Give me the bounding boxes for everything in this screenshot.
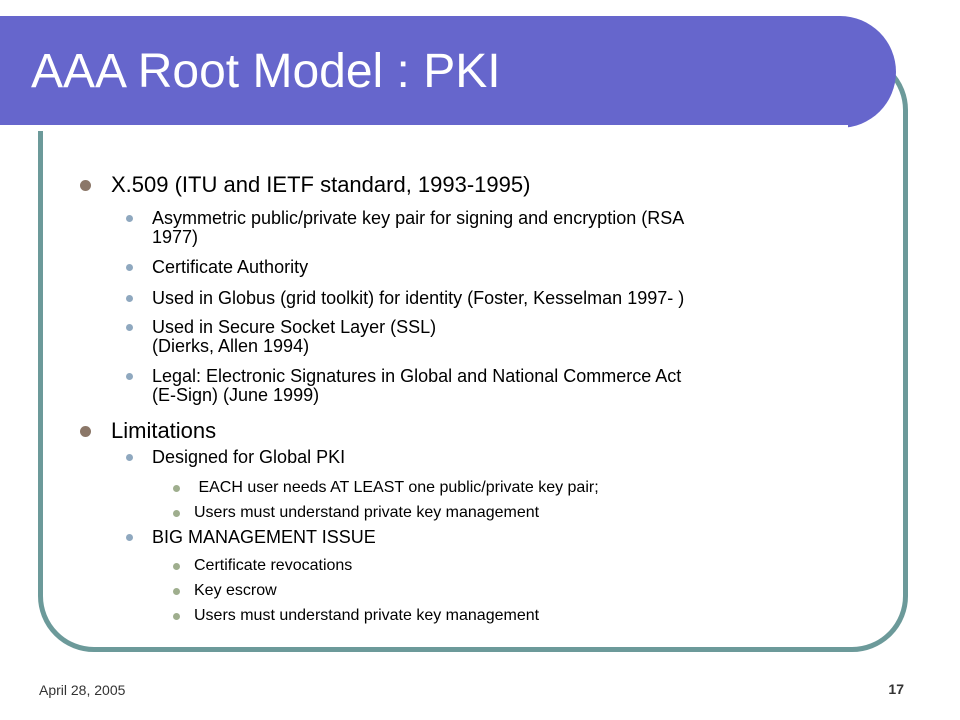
list-item xyxy=(152,289,684,308)
list-item xyxy=(111,172,530,198)
bullet-icon xyxy=(126,534,133,541)
list-item xyxy=(194,479,599,497)
footer-date: April 28, 2005 xyxy=(39,682,126,698)
bullet-text: Limitations xyxy=(111,418,217,443)
bullet-text: Asymmetric public/private key pair for signing and encryption (RSA xyxy=(152,208,685,228)
list-item xyxy=(152,209,684,228)
bullet-icon xyxy=(80,426,91,437)
bullet-text: Users must understand private key management xyxy=(194,504,540,521)
bullet-text: (E-Sign) (June 1999) xyxy=(152,385,320,405)
bullet-text: (Dierks, Allen 1994) xyxy=(152,336,310,356)
bullet-icon xyxy=(80,180,91,191)
list-item xyxy=(152,448,345,467)
bullet-icon xyxy=(126,264,133,271)
bullet-icon xyxy=(126,215,133,222)
bullet-icon xyxy=(126,295,133,302)
bullet-icon xyxy=(126,454,133,461)
bullet-text: Legal: Electronic Signatures in Global and National Commerce Act xyxy=(152,366,682,386)
list-item xyxy=(152,318,436,337)
bullet-icon xyxy=(126,324,133,331)
list-item-continuation xyxy=(152,386,319,405)
bullet-icon xyxy=(173,485,180,492)
list-item-continuation xyxy=(152,337,309,356)
bullet-text: Users must understand private key management xyxy=(194,607,540,624)
bullet-icon xyxy=(173,563,180,570)
list-item xyxy=(194,504,539,522)
list-item-continuation xyxy=(152,228,198,247)
bullet-text: EACH user needs AT LEAST one public/private key pair; xyxy=(194,479,599,496)
bullet-text: Key escrow xyxy=(194,582,277,599)
page-number: 17 xyxy=(888,681,904,697)
bullet-icon xyxy=(126,373,133,380)
list-item xyxy=(194,557,352,575)
bullet-icon xyxy=(173,588,180,595)
list-item xyxy=(152,367,681,386)
bullet-text: Certificate revocations xyxy=(194,557,353,574)
bullet-text: Used in Globus (grid toolkit) for identity (Foster, Kesselman 1997- ) xyxy=(152,288,685,308)
list-item xyxy=(152,258,308,277)
bullet-text: 1977) xyxy=(152,227,199,247)
bullet-text: Certificate Authority xyxy=(152,257,309,277)
list-item xyxy=(152,528,376,547)
list-item xyxy=(194,607,539,625)
bullet-icon xyxy=(173,613,180,620)
bullet-icon xyxy=(173,510,180,517)
list-item xyxy=(111,418,216,444)
list-item xyxy=(194,582,277,600)
slide-title: AAA Root Model : PKI xyxy=(31,45,501,98)
bullet-text: Designed for Global PKI xyxy=(152,447,346,467)
bullet-text: BIG MANAGEMENT ISSUE xyxy=(152,527,376,547)
bullet-text: Used in Secure Socket Layer (SSL) xyxy=(152,317,437,337)
bullet-text: X.509 (ITU and IETF standard, 1993-1995) xyxy=(111,172,531,197)
